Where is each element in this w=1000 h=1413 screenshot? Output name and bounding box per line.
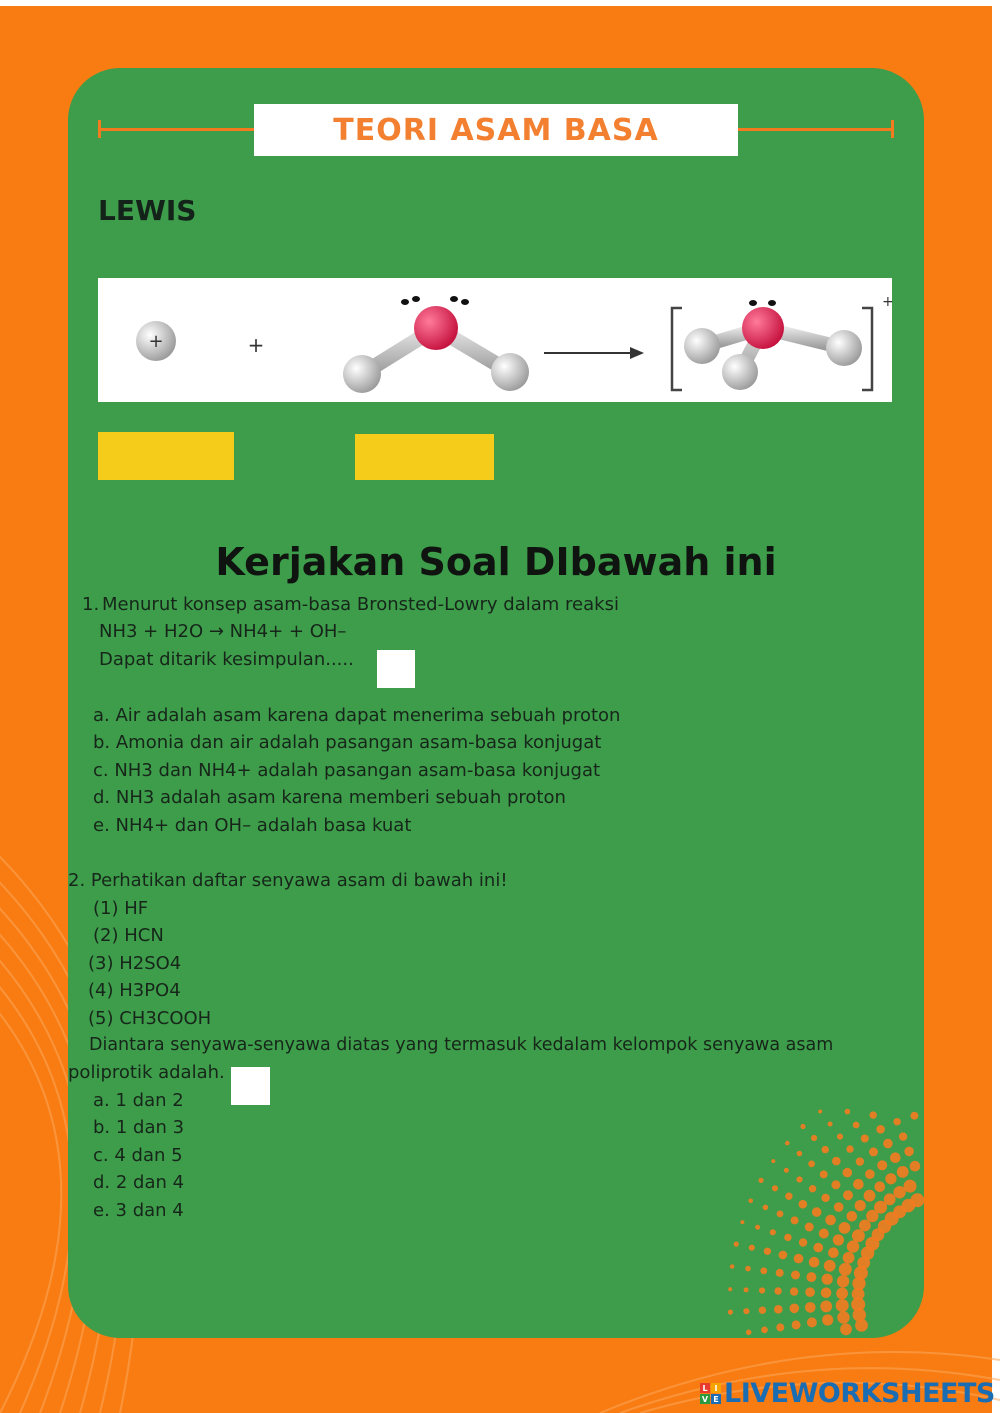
title-rule-left — [98, 128, 258, 131]
question-2-compound-3: (3) H2SO4 — [88, 953, 182, 974]
question-1-option-d: d. NH3 adalah asam karena memberi sebuah proton — [93, 787, 566, 808]
question-2-option-d: d. 2 dan 4 — [93, 1172, 185, 1193]
question-1-prompt: Dapat ditarik kesimpulan..... — [99, 649, 354, 670]
hydronium-ion — [672, 294, 894, 390]
question-2-prompt-line-2: poliprotik adalah. — [68, 1062, 225, 1083]
ion-charge: + — [882, 294, 894, 310]
question-2-option-a: a. 1 dan 2 — [93, 1090, 184, 1111]
reaction-diagram — [98, 278, 892, 402]
question-1-answer-box[interactable] — [377, 650, 415, 688]
proton-atom — [136, 321, 176, 361]
question-2-prompt-line-1: Diantara senyawa-senyawa diatas yang termasuk kedalam kelompok senyawa asam — [89, 1035, 834, 1055]
question-2-compound-2: (2) HCN — [93, 925, 164, 946]
question-2-compound-1: (1) HF — [93, 898, 149, 919]
question-1-option-c: c. NH3 dan NH4+ adalah pasangan asam-basa konjugat — [93, 760, 601, 781]
page-title: TEORI ASAM BASA — [254, 104, 738, 156]
plus-sign: + — [247, 333, 265, 357]
question-2-compound-4: (4) H3PO4 — [88, 980, 181, 1001]
question-2-stem: 2. Perhatikan daftar senyawa asam di bawah ini! — [68, 870, 508, 891]
question-1-stem: Menurut konsep asam-basa Bronsted-Lowry dalam reaksi — [102, 594, 619, 615]
liveworksheets-wordmark: LIVEWORKSHEETS — [724, 1378, 995, 1409]
reaction-arrow — [544, 347, 644, 359]
liveworksheets-brand[interactable] — [700, 1378, 995, 1409]
question-1-option-e: e. NH4+ dan OH– adalah basa kuat — [93, 815, 412, 836]
question-2-option-e: e. 3 dan 4 — [93, 1200, 184, 1221]
water-molecule — [343, 296, 529, 393]
lewis-answer-slot-2[interactable] — [355, 434, 494, 480]
question-2-option-c: c. 4 dan 5 — [93, 1145, 183, 1166]
question-1-option-a: a. Air adalah asam karena dapat menerima sebuah proton — [93, 705, 621, 726]
worksheet-heading: Kerjakan Soal DIbawah ini — [215, 540, 777, 584]
question-2-compound-5: (5) CH3COOH — [88, 1008, 212, 1029]
title-rule-right — [736, 128, 894, 131]
decorative-dot-pattern — [68, 68, 924, 1338]
question-1-number: 1. — [82, 594, 100, 615]
question-1-equation: NH3 + H2O → NH4+ + OH– — [99, 621, 347, 642]
liveworksheets-logo-icon: L I V E — [700, 1383, 721, 1404]
question-2-option-b: b. 1 dan 3 — [93, 1117, 185, 1138]
content-card — [68, 68, 924, 1338]
question-2-answer-box[interactable] — [231, 1067, 270, 1105]
lewis-answer-slot-1[interactable] — [98, 432, 234, 480]
section-label: LEWIS — [98, 194, 197, 227]
proton-charge: + — [148, 331, 164, 352]
question-1-option-b: b. Amonia dan air adalah pasangan asam-basa konjugat — [93, 732, 602, 753]
title-rule-left-cap — [98, 120, 101, 138]
title-rule-right-cap — [891, 120, 894, 138]
